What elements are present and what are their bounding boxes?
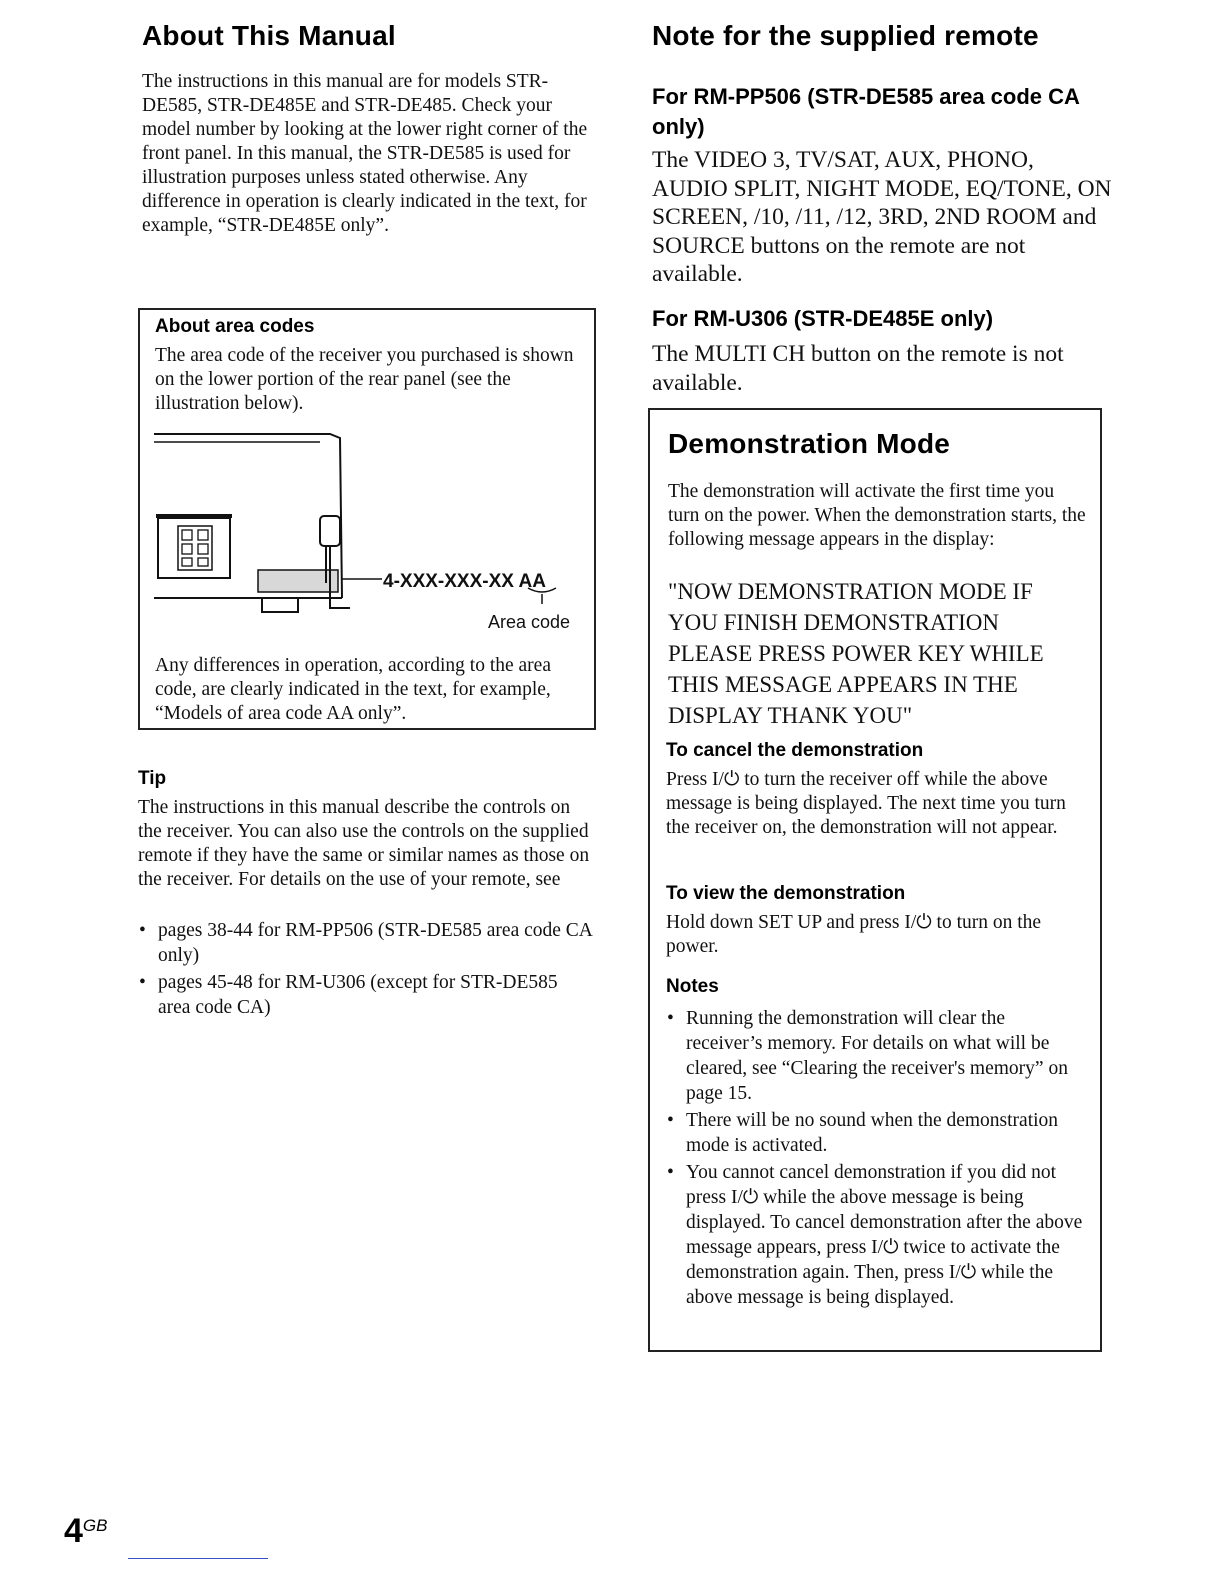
list-item: • pages 38-44 for RM-PP506 (STR-DE585 area code CA only) xyxy=(138,918,594,968)
list-item: • There will be no sound when the demonstration mode is activated. xyxy=(666,1108,1086,1158)
area-codes-title: About area codes xyxy=(155,316,315,337)
list-item: • Running the demonstration will clear the receiver’s memory. For details on what will be cleared, see “Clearing the receiver's memory” on page 15. xyxy=(666,1006,1086,1106)
area-codes-outro: Any differences in operation, according to the area code, are clearly indicated in the text, for example, “Models of area code AA only”. xyxy=(155,655,551,724)
view-demo-title: To view the demonstration xyxy=(666,883,906,904)
page-number: $4^{GB}$ xyxy=(64,1512,108,1550)
view-demo-body: Hold down SET UP and press I/⏻ to turn on the power. xyxy=(666,912,1042,957)
remote-note-body2: The MULTI CH button on the remote is not available. xyxy=(652,341,1064,396)
tip-title: Tip xyxy=(138,768,167,789)
notes-title: Notes xyxy=(666,976,719,997)
page-suffix: GB xyxy=(82,1516,108,1535)
cancel-demo-body: Press I/⏻ to turn the receiver off while the above message is being displayed. The next time you turn the receiver on, the demonstration will not appear. xyxy=(666,769,1066,838)
area-code-sample: 4-XXX-XXX-XX AA xyxy=(383,571,546,592)
about-manual-title: About This Manual xyxy=(142,20,396,51)
cancel-demo-title: To cancel the demonstration xyxy=(666,740,924,761)
rear-panel-illustration xyxy=(150,428,580,628)
remote-note-title: Note for the supplied remote xyxy=(652,20,1039,51)
about-manual-body: The instructions in this manual are for models STR-DE585, STR-DE485E and STR-DE485. Check your model number by looking at the lower right corner of the front panel. In this manual, the STR-DE585 is used for illustration purposes unless stated otherwise. Any difference in operation is clearly indicated in the text, for example, “STR-DE485E only”. xyxy=(142,71,588,236)
tip-bullets xyxy=(138,918,594,1022)
list-item: • pages 45-48 for RM-U306 (except for STR-DE585 area code CA) xyxy=(138,970,594,1020)
area-code-label: Area code xyxy=(487,612,570,628)
remote-note-sub1: For RM-PP506 (STR-DE585 area code CA only) xyxy=(652,84,1080,139)
demo-message: "NOW DEMONSTRATION MODE IF YOU FINISH DEMONSTRATION PLEASE PRESS POWER KEY WHILE THIS MESSAGE APPEARS IN THE DISPLAY THANK YOU" xyxy=(668,579,1044,728)
area-codes-box xyxy=(138,308,596,730)
demo-title: Demonstration Mode xyxy=(668,428,951,459)
demo-intro: The demonstration will activate the first time you turn on the power. When the demonstration starts, the following message appears in the display: xyxy=(668,481,1086,550)
notes-list xyxy=(666,1006,1086,1312)
list-item: • You cannot cancel demonstration if you did not press I/⏻ while the above message is being displayed. To cancel demonstration after the above message appears, press I/⏻ twice to activate the demonstration again. Then, press I/⏻ while the above message is being displayed. xyxy=(666,1160,1086,1310)
demonstration-box xyxy=(648,408,1102,1352)
tip-body: The instructions in this manual describe the controls on the receiver. You can also use the controls on the supplied remote if they have the same or similar names as those on the receiver. For details on the use of your remote, see xyxy=(138,797,590,890)
remote-note-body1: The VIDEO 3, TV/SAT, AUX, PHONO, AUDIO SPLIT, NIGHT MODE, EQ/TONE, ON SCREEN, /10, /11, /12, 3RD, 2ND ROOM and SOURCE buttons on the remote are not available. xyxy=(652,147,1112,287)
remote-note-sub2: For RM-U306 (STR-DE485E only) xyxy=(652,306,994,331)
footer-rule xyxy=(128,1558,268,1559)
area-codes-intro: The area code of the receiver you purchased is shown on the lower portion of the rear panel (see the illustration below). xyxy=(155,345,574,414)
